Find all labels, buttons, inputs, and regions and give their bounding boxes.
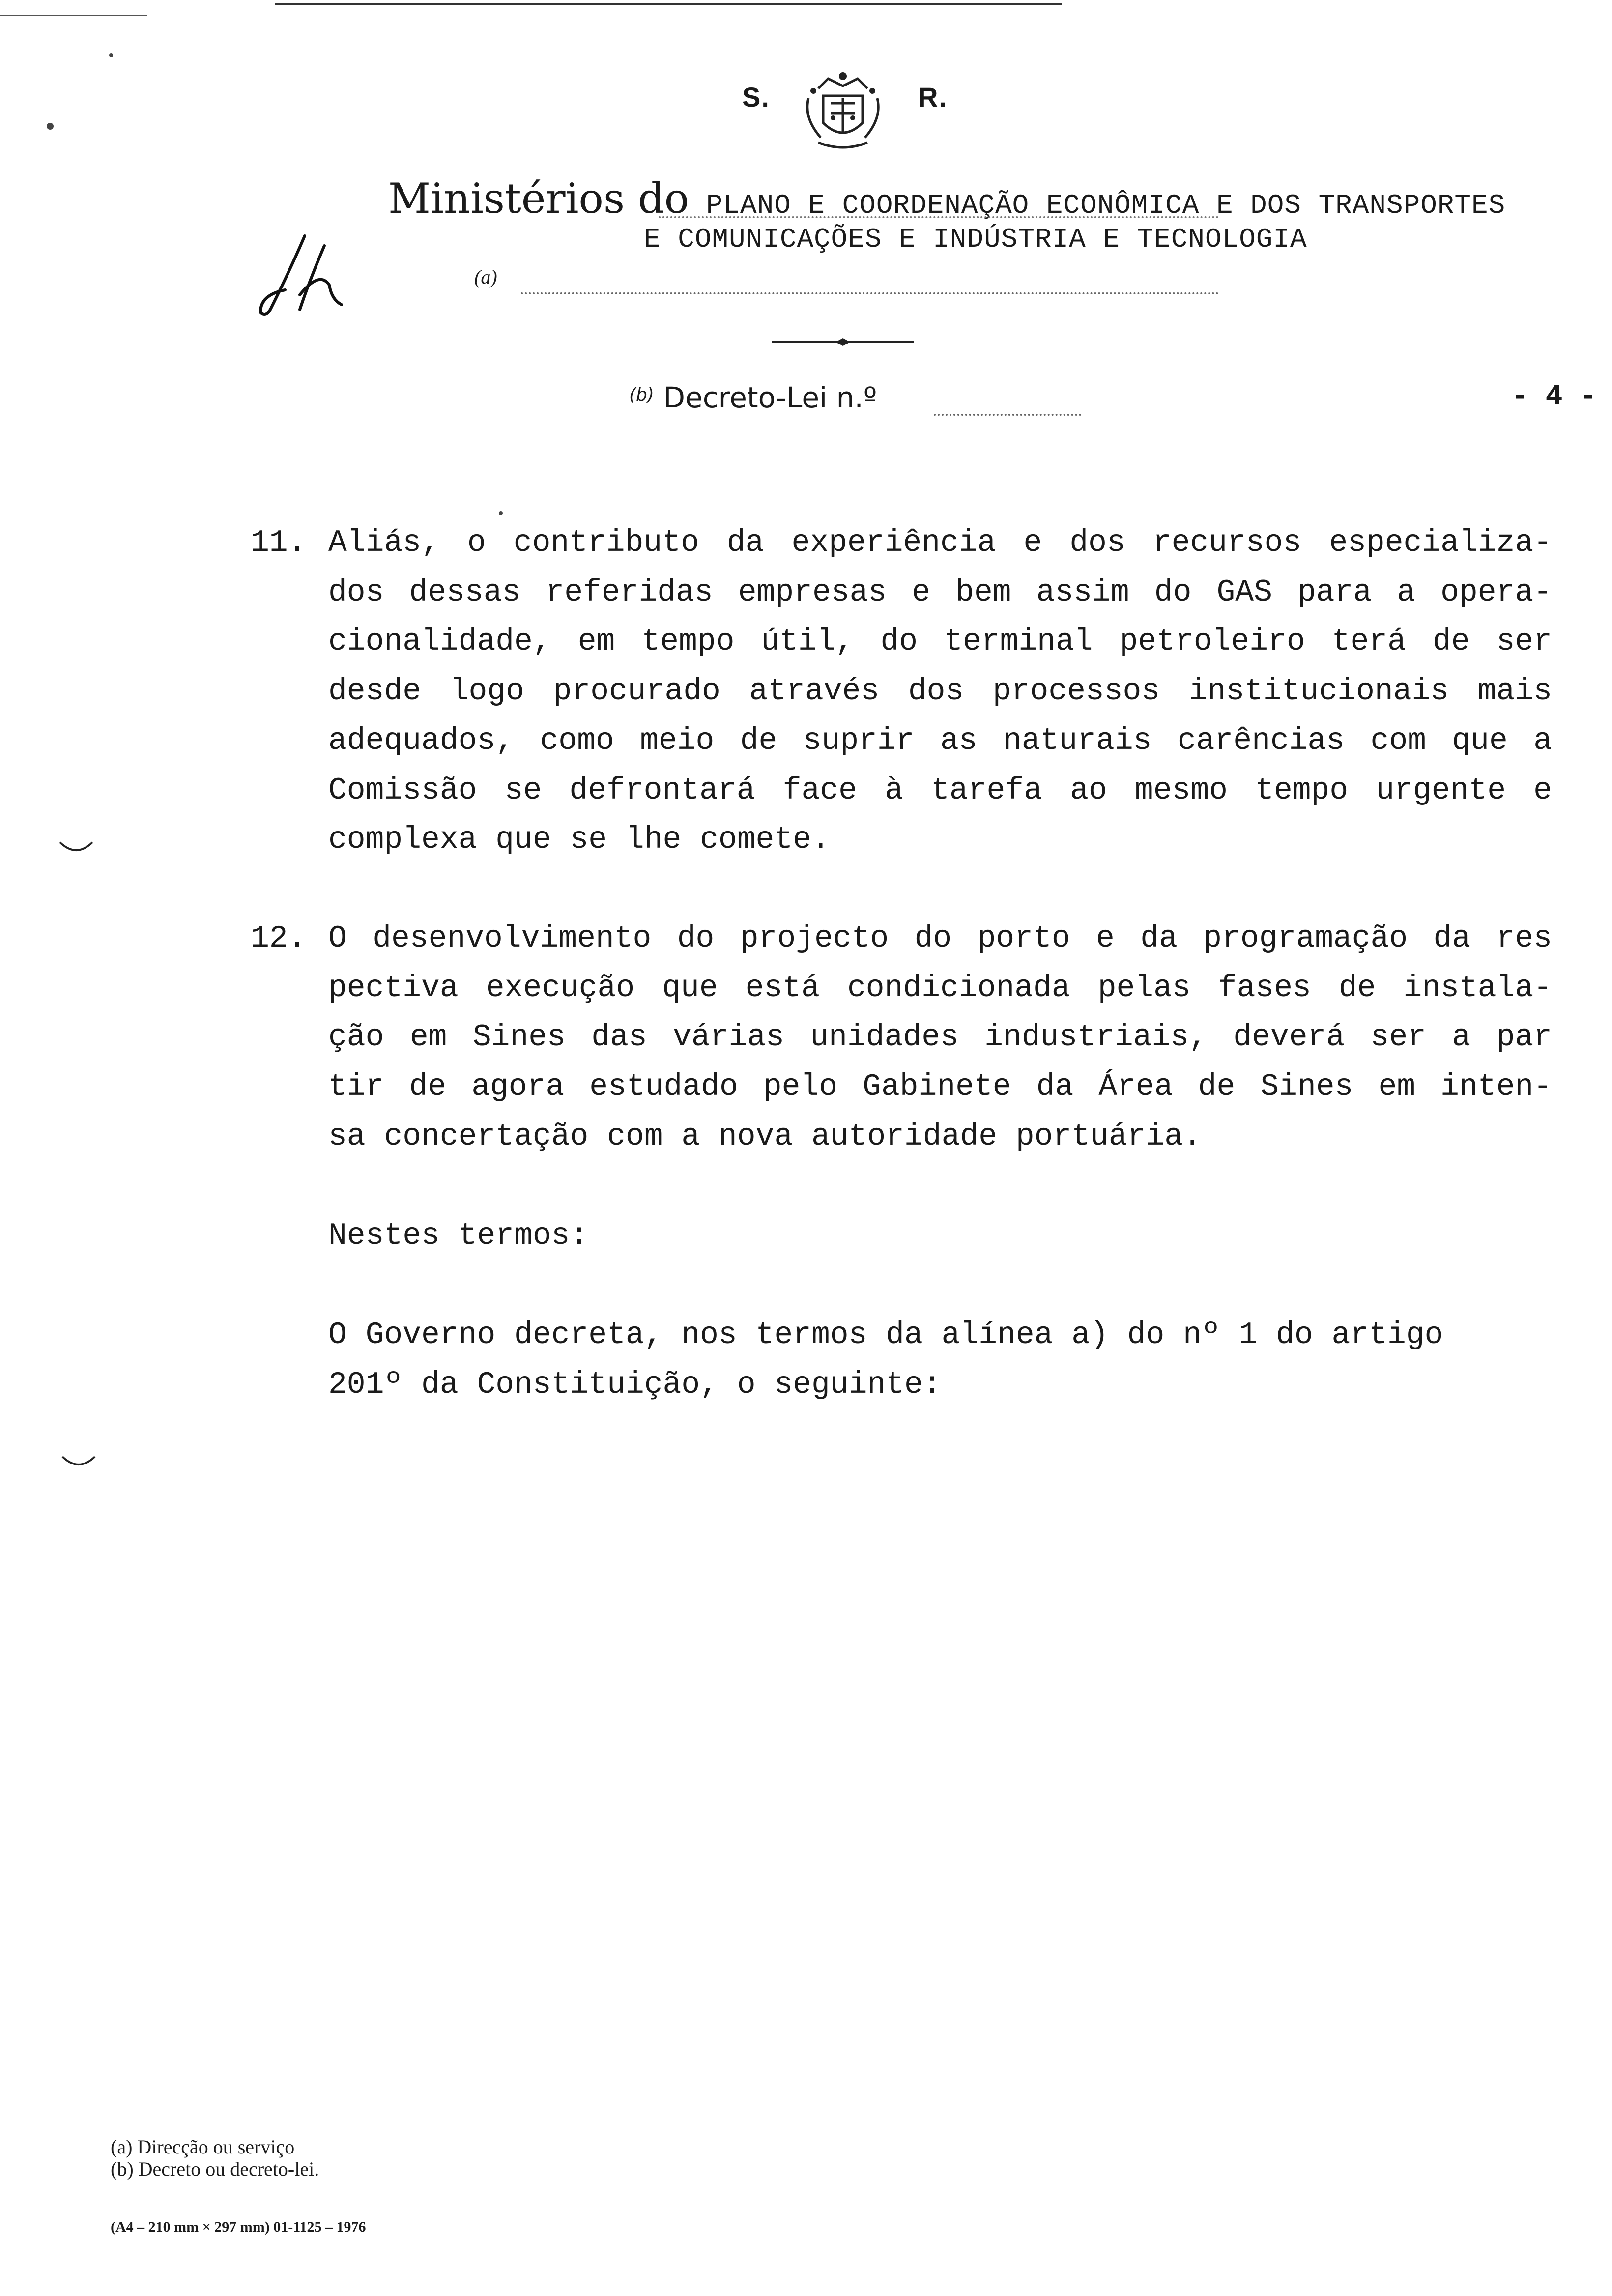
governo-decreta: [328, 1311, 1443, 1409]
top-rule-left: [0, 15, 147, 16]
form-code: (A4 – 210 mm × 297 mm) 01-1125 – 1976: [111, 2219, 366, 2235]
decree-number-dotted-line: [934, 414, 1081, 416]
paragraph-11-line: cionalidade, em tempo útil, do terminal petroleiro terá de ser: [328, 624, 1552, 660]
ministry-lead: Ministérios do: [388, 174, 690, 223]
coat-of-arms-icon: [799, 69, 887, 152]
decree-label: Decreto-Lei n.º: [663, 381, 877, 414]
paragraph-11-line: dos dessas referidas empresas e bem assim do GAS para a opera-: [328, 574, 1552, 610]
paragraph-12-line: sa concertação com a nova autoridade portuária.: [328, 1119, 1202, 1154]
decree-label-line: [629, 381, 877, 414]
ink-speck: [47, 123, 54, 130]
handwritten-initials: [251, 231, 349, 319]
divider-ornament: [772, 337, 914, 347]
page-number: - 4 -: [1511, 381, 1597, 413]
paragraph-11-number: 11.: [251, 525, 307, 560]
paragraph-12: [328, 914, 1552, 1162]
paragraph-11-line: Aliás, o contributo da experiência e dos recursos especializa-: [328, 525, 1552, 560]
paragraph-12-line: tir de agora estudado pelo Gabinete da Área de Sines em inten-: [328, 1069, 1552, 1105]
paragraph-11-line: Comissão se defrontará face à tarefa ao mesmo tempo urgente e: [328, 773, 1552, 808]
paragraph-11: [328, 518, 1552, 865]
paragraph-12-number: 12.: [251, 921, 307, 956]
ink-speck: [109, 53, 113, 57]
footnote-b: (b) Decreto ou decreto-lei.: [111, 2158, 319, 2180]
paragraph-12-line: ção em Sines das várias unidades industriais, deverá ser a par: [328, 1020, 1552, 1055]
field-a-dotted-line: [521, 292, 1219, 294]
field-a-label: (a): [474, 266, 497, 288]
top-rule: [275, 3, 1062, 5]
footnote-a: (a) Direcção ou serviço: [111, 2136, 295, 2158]
ministry-line1: PLANO E COORDENAÇÃO ECONÔMICA E DOS TRANSPORTES: [689, 190, 1506, 221]
paragraph-11-line: complexa que se lhe comete.: [328, 822, 830, 858]
header-s: S.: [742, 82, 770, 113]
field-b-label: (b): [629, 385, 654, 405]
nestes-termos: Nestes termos:: [328, 1218, 589, 1253]
header-r: R.: [918, 82, 948, 113]
ministry-dotted-line: [659, 216, 1219, 218]
paragraph-12-line: O desenvolvimento do projecto do porto e da programação da res: [328, 921, 1552, 956]
ministry-heading: [388, 174, 1505, 223]
ministry-line2: E COMUNICAÇÕES E INDÚSTRIA E TECNOLOGIA: [644, 224, 1307, 255]
paragraph-11-line: desde logo procurado através dos processos institucionais mais: [328, 674, 1552, 709]
governo-line: O Governo decreta, nos termos da alínea a) do nº 1 do artigo: [328, 1318, 1443, 1352]
margin-mark: [61, 1455, 96, 1469]
paragraph-11-line: adequados, como meio de suprir as naturais carências com que a: [328, 723, 1552, 758]
paragraph-12-line: pectiva execução que está condicionada pelas fases de instala-: [328, 970, 1552, 1005]
ink-speck: [499, 511, 503, 515]
margin-mark: [59, 840, 93, 855]
governo-line: 201º da Constituição, o seguinte:: [328, 1367, 942, 1402]
